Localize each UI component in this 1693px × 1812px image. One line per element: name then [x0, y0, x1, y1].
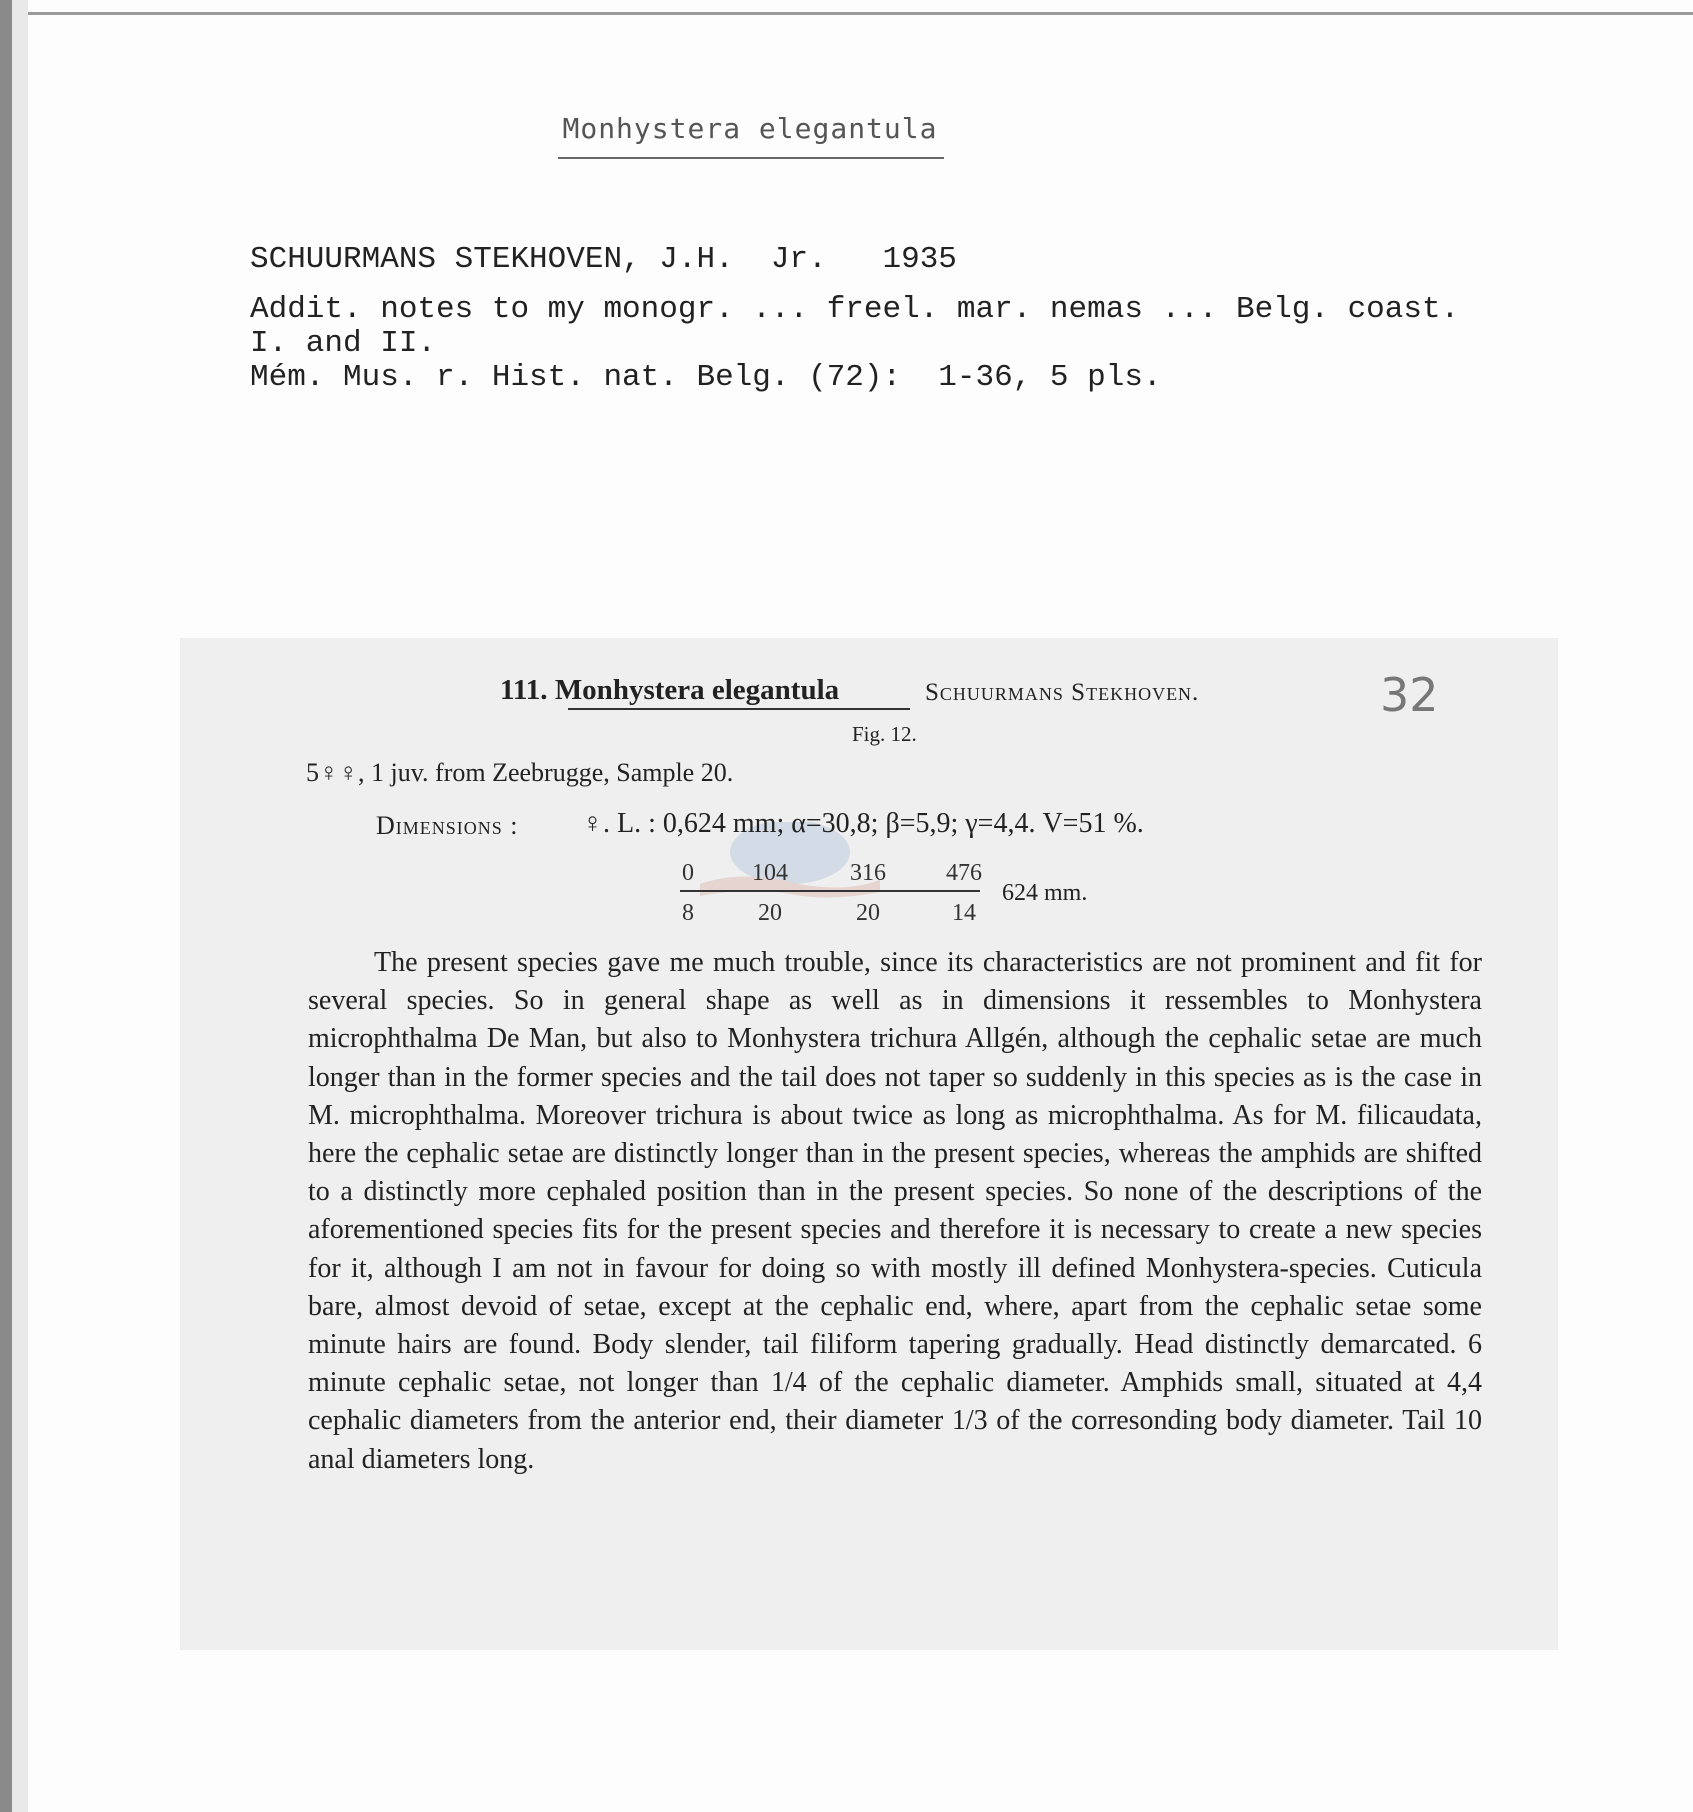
material-examined: 5♀♀, 1 juv. from Zeebrugge, Sample 20. [306, 758, 734, 787]
species-name: Monhystera elegantula [554, 674, 840, 706]
description-text: The present species gave me much trouble, since its characteristics are not prominent and fit for several species. So in general shape as well as in dimensions it ressembles to Monhystera microphthalma De Man, but also to Monhystera trichura Allgén, although the cephalic setae are much longer than in the former species and the tail does not taper so suddenly in this species as is the case in M. microphthalma. Moreover trichura is about twice as long as microphthalma. As for M. filicaudata, here the cephalic setae are distinctly longer than in the present species, whereas the amphids are shifted to a distinctly more cephaled position than in the present species. So none of the descriptions of the aforementioned species fits for the present species and therefore it is necessary to create a new species for it, although I am not in favour for doing so with mostly ill defined Monhystera-species. Cuticula bare, almost devoid of setae, except at the cephalic end, where, apart from the cephalic setae some minute hairs are found. Body slender, tail filiform tapering gradually. Head distinctly demarcated. 6 minute cephalic setae, not longer than 1/4 of the cephalic diameter. Amphids small, situated at 4,4 cephalic diameters from the anterior end, their diameter 1/3 of the corresonding body diameter. Tail 10 anal diameters long. [308, 947, 1482, 1475]
formula-top-value: 476 [946, 860, 982, 886]
figure-reference: Fig. 12. [852, 722, 917, 746]
formula-fraction-bar [680, 890, 980, 892]
dimensions-label: Dimensions : [376, 811, 519, 840]
formula-top-value: 0 [682, 860, 694, 886]
reference-title-cont: I. and II. [250, 326, 437, 361]
card-title-underline [558, 157, 944, 159]
reference-title: Addit. notes to my monogr. ... freel. mar. nemas ... Belg. coast. [250, 292, 1460, 327]
reference-author-year: SCHUURMANS STEKHOVEN, J.H. Jr. 1935 [250, 242, 957, 277]
reference-journal: Mém. Mus. r. Hist. nat. Belg. (72): 1-36, 5 pls. [250, 360, 1162, 395]
formula-top-value: 316 [850, 860, 886, 886]
species-name-underline [568, 708, 910, 710]
formula-bottom-value: 20 [856, 900, 880, 926]
species-heading [500, 674, 839, 707]
species-description [308, 944, 1482, 1479]
formula-bottom-value: 8 [682, 900, 694, 926]
card-top-edge [28, 12, 1693, 15]
printed-clipping [180, 638, 1558, 1650]
species-number: 111. [500, 674, 548, 706]
dimensions-value: ♀. L. : 0,624 mm; α=30,8; β=5,9; γ=4,4. V=51 %. [582, 808, 1144, 839]
scan-edge [0, 0, 12, 1812]
handwritten-page-number: 32 [1380, 668, 1439, 722]
formula-bottom-value: 20 [758, 900, 782, 926]
card-title: Monhystera elegantula [562, 112, 938, 145]
formula-bottom-value: 14 [952, 900, 976, 926]
scan-edge-shadow [12, 0, 28, 1812]
formula-top-value: 104 [752, 860, 788, 886]
species-author: Schuurmans Stekhoven. [925, 679, 1200, 706]
formula-total-length: 624 mm. [1002, 880, 1088, 906]
